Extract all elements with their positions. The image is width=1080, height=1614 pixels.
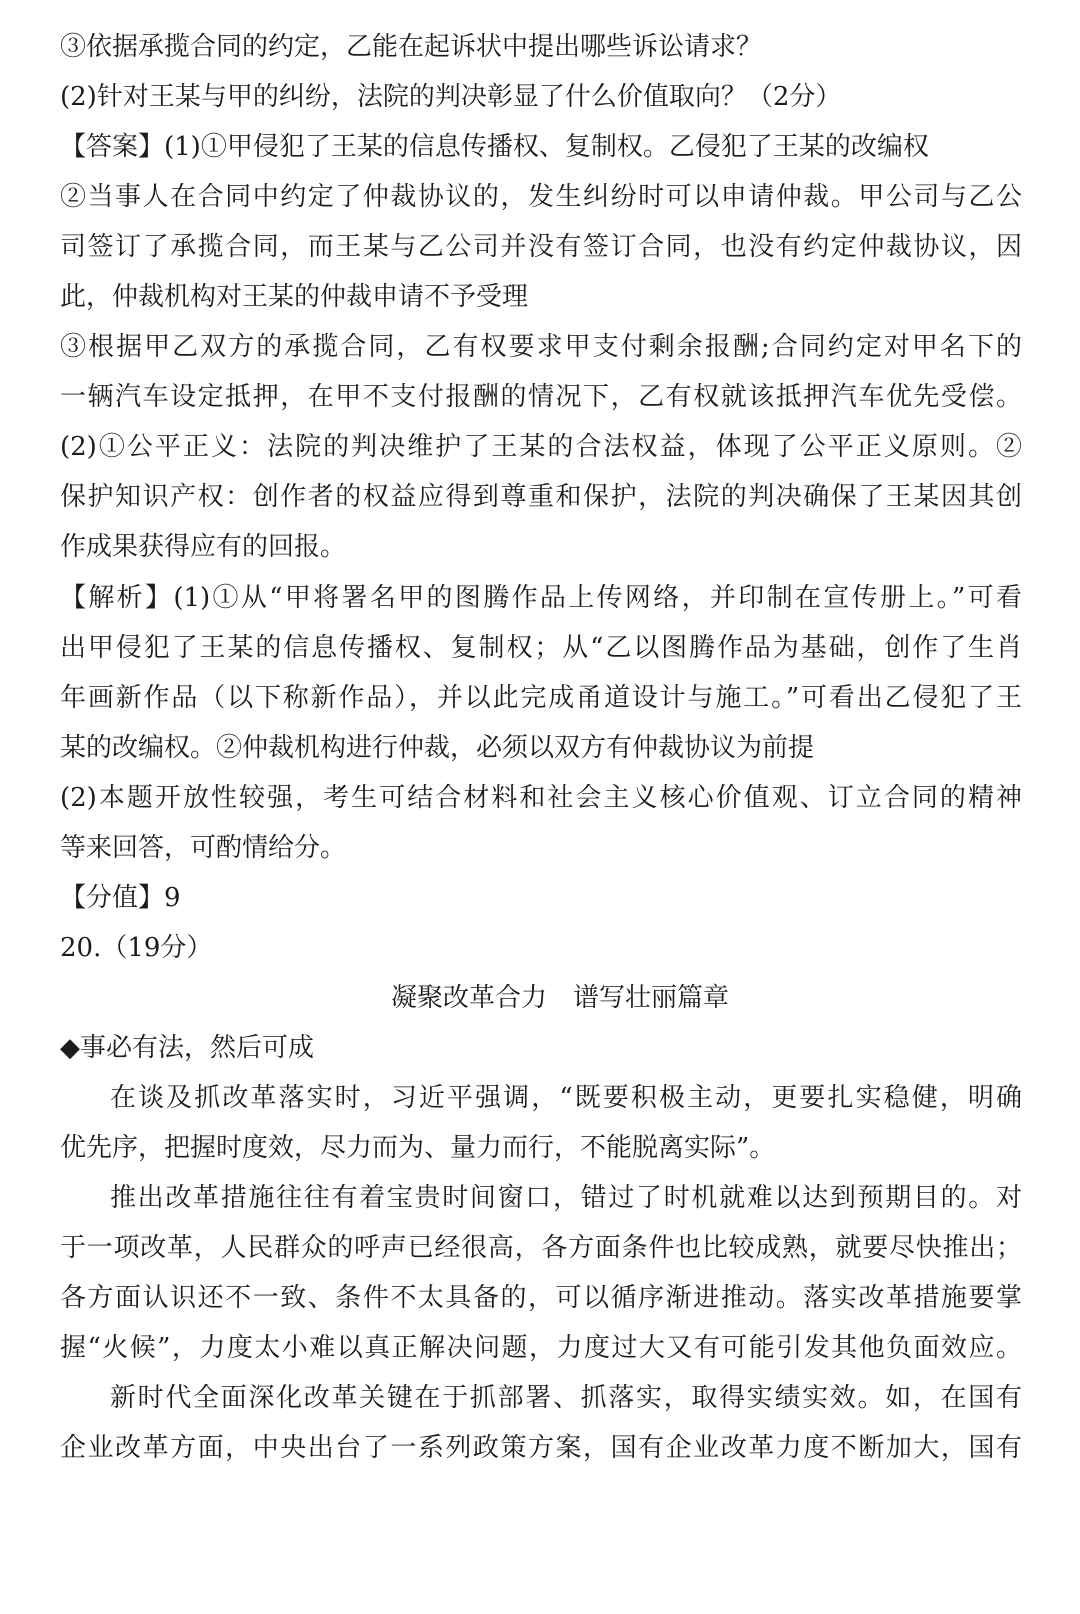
answer-line: (2)①公平正义：法院的判决维护了王某的合法权益，体现了公平正义原则。② <box>60 432 1022 462</box>
material-paragraph-line: 优先序，把握时度效，尽力而为、量力而行，不能脱离实际”。 <box>60 1133 776 1163</box>
material-paragraph-line: 握“火候”，力度太小难以真正解决问题，力度过大又有可能引发其他负面效应。 <box>60 1333 1022 1363</box>
material-paragraph-line: 新时代全面深化改革关键在于抓部署、抓落实，取得实绩实效。如，在国有 <box>110 1383 1022 1413</box>
material-paragraph-line: 推出改革措施往往有着宝贵时间窗口，错过了时机就难以达到预期目的。对 <box>110 1183 1022 1213</box>
analysis-line: 等来回答，可酌情给分。 <box>60 833 347 863</box>
analysis-heading-line: 【解析】(1)①从“甲将署名甲的图腾作品上传网络，并印制在宣传册上。”可看 <box>60 583 1022 613</box>
answer-line: 一辆汽车设定抵押，在甲不支付报酬的情况下，乙有权就该抵押汽车优先受偿。 <box>60 382 1022 412</box>
answer-line: 保护知识产权：创作者的权益应得到尊重和保护，法院的判决确保了王某因其创 <box>60 482 1022 512</box>
analysis-line: 出甲侵犯了王某的信息传播权、复制权；从“乙以图腾作品为基础，创作了生肖 <box>60 633 1022 663</box>
analysis-line: 某的改编权。②仲裁机构进行仲裁，必须以双方有仲裁协议为前提 <box>60 733 815 763</box>
question-number: 20.（19分） <box>60 933 213 963</box>
analysis-line: (2)本题开放性较强，考生可结合材料和社会主义核心价值观、订立合同的精神 <box>60 783 1022 813</box>
material-paragraph-line: 各方面认识还不一致、条件不太具备的，可以循序渐进推动。落实改革措施要掌 <box>60 1283 1022 1313</box>
question-line: ③依据承揽合同的约定，乙能在起诉状中提出哪些诉讼请求？ <box>60 32 763 62</box>
material-title: 凝聚改革合力 谱写壮丽篇章 <box>390 983 729 1013</box>
material-paragraph-line: 在谈及抓改革落实时，习近平强调，“既要积极主动，更要扎实稳健，明确 <box>110 1083 1022 1113</box>
score-line: 【分值】9 <box>60 883 181 913</box>
question-line: (2)针对王某与甲的纠纷，法院的判决彰显了什么价值取向？（2分） <box>60 82 842 112</box>
answer-line: ③根据甲乙双方的承揽合同，乙有权要求甲支付剩余报酬;合同约定对甲名下的 <box>60 332 1022 362</box>
answer-line: 司签订了承揽合同，而王某与乙公司并没有签订合同，也没有约定仲裁协议，因 <box>60 232 1022 262</box>
material-paragraph-line: 企业改革方面，中央出台了一系列政策方案，国有企业改革力度不断加大，国有 <box>60 1433 1022 1463</box>
answer-line: ②当事人在合同中约定了仲裁协议的，发生纠纷时可以申请仲裁。甲公司与乙公 <box>60 182 1022 212</box>
analysis-line: 年画新作品（以下称新作品），并以此完成甬道设计与施工。”可看出乙侵犯了王 <box>60 683 1022 713</box>
material-subheading: ◆事必有法，然后可成 <box>60 1033 314 1063</box>
material-paragraph-line: 于一项改革，人民群众的呼声已经很高，各方面条件也比较成熟，就要尽快推出； <box>60 1233 1022 1263</box>
answer-heading-line: 【答案】(1)①甲侵犯了王某的信息传播权、复制权。乙侵犯了王某的改编权 <box>60 132 929 162</box>
answer-line: 作成果获得应有的回报。 <box>60 532 347 562</box>
answer-line: 此，仲裁机构对王某的仲裁申请不予受理 <box>60 282 529 312</box>
